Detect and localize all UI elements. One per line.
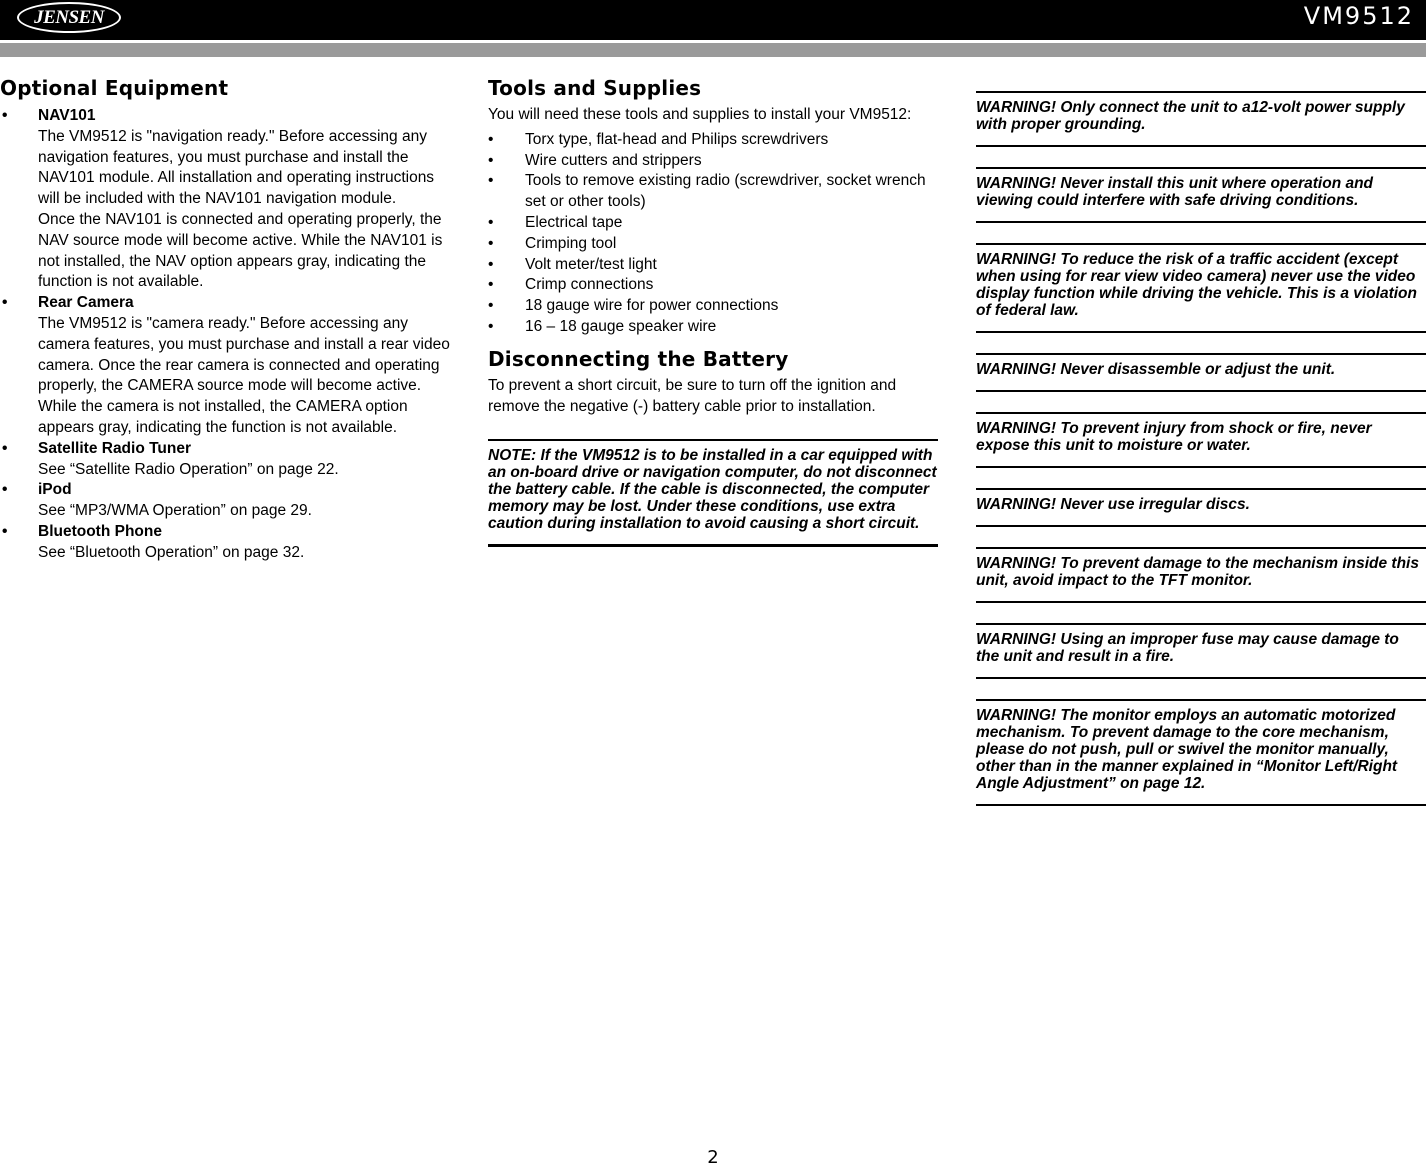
warning-box: WARNING! To prevent damage to the mechanism inside this unit, avoid impact to the TFT monitor. (976, 547, 1426, 603)
tools-list (488, 130, 938, 338)
tool-item: • Volt meter/test light (488, 255, 938, 276)
equipment-item-ipod (0, 480, 452, 522)
tool-item: • Electrical tape (488, 213, 938, 234)
optional-equipment-section (0, 72, 452, 564)
page-number: 2 (707, 1147, 719, 1168)
tool-item: • 18 gauge wire for power connections (488, 296, 938, 317)
tool-item: • Crimping tool (488, 234, 938, 255)
bullet-icon: • (488, 213, 494, 231)
equipment-name: Bluetooth Phone (38, 522, 162, 540)
equipment-name: NAV101 (38, 107, 96, 124)
battery-note: NOTE: If the VM9512 is to be installed in a car equipped with an on-board drive or navigation computer, do not disconnect the battery cable. If the cable is disconnected, the computer memory may be lost. Under these conditions, use extra caution during installation to avoid causing a short circuit. (488, 439, 938, 547)
brand-text: JENSEN (34, 6, 104, 28)
tool-item: • Tools to remove existing radio (screwdriver, socket wrench set or other tools) (488, 172, 926, 211)
bullet-icon: • (488, 234, 494, 252)
bullet-icon: • (488, 172, 494, 190)
warning-box: WARNING! Only connect the unit to a12-volt power supply with proper grounding. (976, 91, 1426, 147)
header-divider (0, 43, 1426, 57)
equipment-description: See “MP3/WMA Operation” on page 29. (38, 502, 312, 520)
equipment-item-bluetooth-phone (0, 522, 452, 564)
battery-heading: Disconnecting the Battery (488, 346, 789, 371)
model-number: VM9512 (1303, 2, 1414, 30)
equipment-item-satellite-radio (0, 439, 452, 481)
equipment-description: The VM9512 is "navigation ready." Before accessing any navigation features, you must purchase and install the NAV101 module. All installation and operating instructions will be included with the NAV101 navigation module. (38, 127, 435, 208)
warning-box: WARNING! Never use irregular discs. (976, 488, 1426, 527)
tools-section (488, 72, 938, 547)
header-bar (0, 0, 1426, 40)
tool-item: • Torx type, flat-head and Philips screwdrivers (488, 130, 938, 151)
bullet-icon: • (2, 439, 8, 457)
jensen-logo (17, 2, 121, 33)
bullet-icon: • (2, 107, 8, 124)
optional-equipment-heading: Optional Equipment (0, 76, 229, 100)
bullet-icon: • (2, 522, 8, 540)
equipment-name: iPod (38, 481, 72, 499)
tool-item: • 16 – 18 gauge speaker wire (488, 317, 938, 338)
battery-text: To prevent a short circuit, be sure to turn off the ignition and remove the negative (-) battery cable prior to installation. (488, 376, 897, 415)
equipment-description: Once the NAV101 is connected and operating properly, the NAV source mode will become active. While the NAV101 is not installed, the NAV option appears gray, indicating the function is not available. (38, 210, 443, 291)
bullet-icon: • (2, 481, 8, 499)
bullet-icon: • (488, 130, 494, 148)
warning-box: WARNING! The monitor employs an automatic motorized mechanism. To prevent damage to the core mechanism, please do not push, pull or swivel the monitor manually, other than in the manner explained in “Monitor Left/Right Angle Adjustment” on page 12. (976, 699, 1426, 806)
equipment-item-nav101 (0, 106, 452, 293)
bullet-icon: • (488, 151, 494, 169)
equipment-description: The VM9512 is "camera ready." Before accessing any camera features, you must purchase and install a rear video camera. Once the rear camera is connected and operating properly, the CAMERA source mode will become active. While the camera is not installed, the CAMERA option appears gray, indicating the function is not available. (38, 314, 450, 436)
equipment-description: See “Satellite Radio Operation” on page 22. (38, 460, 339, 478)
equipment-item-rear-camera (0, 293, 452, 439)
warnings-section (976, 91, 1426, 826)
equipment-name: Satellite Radio Tuner (38, 439, 192, 457)
warning-box: WARNING! To reduce the risk of a traffic accident (except when using for rear view video camera) never use the video display function while driving the vehicle. This is a violation of federal law. (976, 243, 1426, 333)
bullet-icon: • (488, 276, 494, 294)
equipment-list (0, 106, 452, 564)
tool-item: • Crimp connections (488, 275, 938, 296)
bullet-icon: • (2, 294, 8, 312)
tools-intro: You will need these tools and supplies to install your VM9512: (488, 106, 912, 123)
tools-heading: Tools and Supplies (488, 76, 702, 100)
bullet-icon: • (488, 255, 494, 273)
warning-box: WARNING! Never disassemble or adjust the unit. (976, 353, 1426, 392)
equipment-description: See “Bluetooth Operation” on page 32. (38, 543, 305, 561)
tool-item: • Wire cutters and strippers (488, 151, 938, 172)
bullet-icon: • (488, 317, 494, 335)
bullet-icon: • (488, 297, 494, 315)
warning-box: WARNING! Never install this unit where operation and viewing could interfere with safe driving conditions. (976, 167, 1426, 223)
equipment-name: Rear Camera (38, 294, 134, 312)
warning-box: WARNING! Using an improper fuse may cause damage to the unit and result in a fire. (976, 623, 1426, 679)
warning-box: WARNING! To prevent injury from shock or fire, never expose this unit to moisture or water. (976, 412, 1426, 468)
